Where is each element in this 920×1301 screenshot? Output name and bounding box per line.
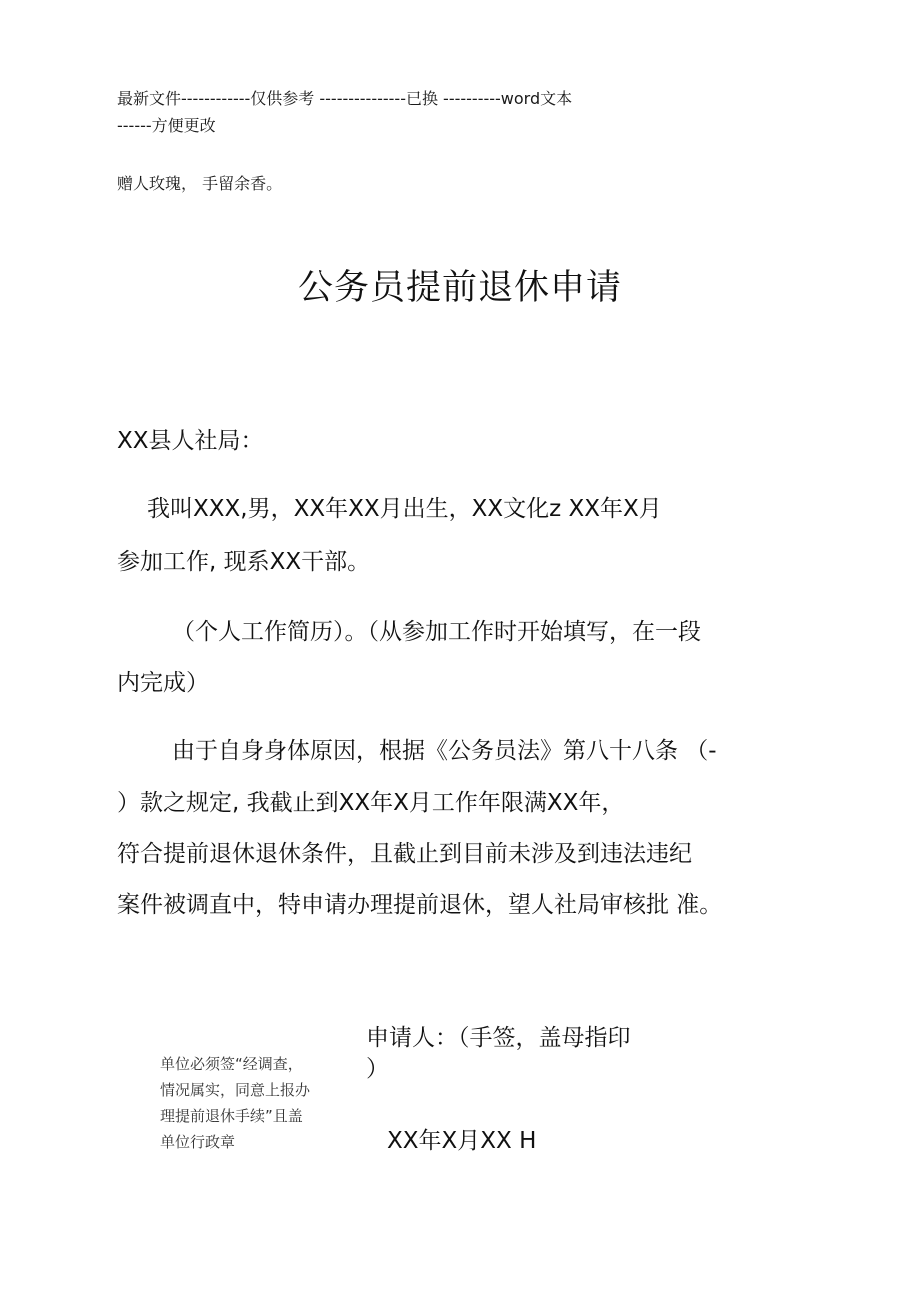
- header-line-2: ------方便更改: [117, 116, 216, 135]
- paragraph-1-line-2: 参加工作, 现系XX干部。: [117, 549, 371, 575]
- header-line-1: 最新文件------------仅供参考 ---------------已换 ----------word文本: [117, 89, 573, 108]
- paragraph-2-line-1: （个人工作简历）。（从参加工作时开始填写，在一段: [172, 619, 701, 645]
- paragraph-3-line-4: 案件被调直中，特申请办理提前退休，望人社局审核批 准。: [117, 892, 723, 918]
- salutation: XX县人社局：: [117, 428, 264, 454]
- paragraph-3-line-1: 由于自身身体原因，根据《公务员法》第八十八条 （-: [172, 738, 717, 764]
- header-motto: 赠人玫瑰， 手留余香。: [117, 174, 283, 193]
- paragraph-1-line-1: 我叫XXX,男，XX年XX月出生，XX文化z XX年X月: [147, 496, 662, 522]
- unit-note: 单位必须签“经调查，情况属实，同意上报办理提前退休手续”且盖单位行政章: [160, 1055, 311, 1151]
- paragraph-3-line-3: 符合提前退休退休条件，且截止到目前未涉及到违法违纪: [117, 841, 692, 867]
- applicant-line-1: 申请人：（手签，盖母指印: [366, 1025, 631, 1051]
- document-title: 公务员提前退休申请: [298, 268, 623, 308]
- date-line: XX年X月XX H: [387, 1128, 537, 1154]
- paragraph-3-line-2: ）款之规定, 我截止到XX年X月工作年限满XX年，: [117, 790, 625, 816]
- paragraph-2-line-2: 内完成）: [117, 670, 209, 696]
- applicant-line-2: ）: [366, 1056, 389, 1082]
